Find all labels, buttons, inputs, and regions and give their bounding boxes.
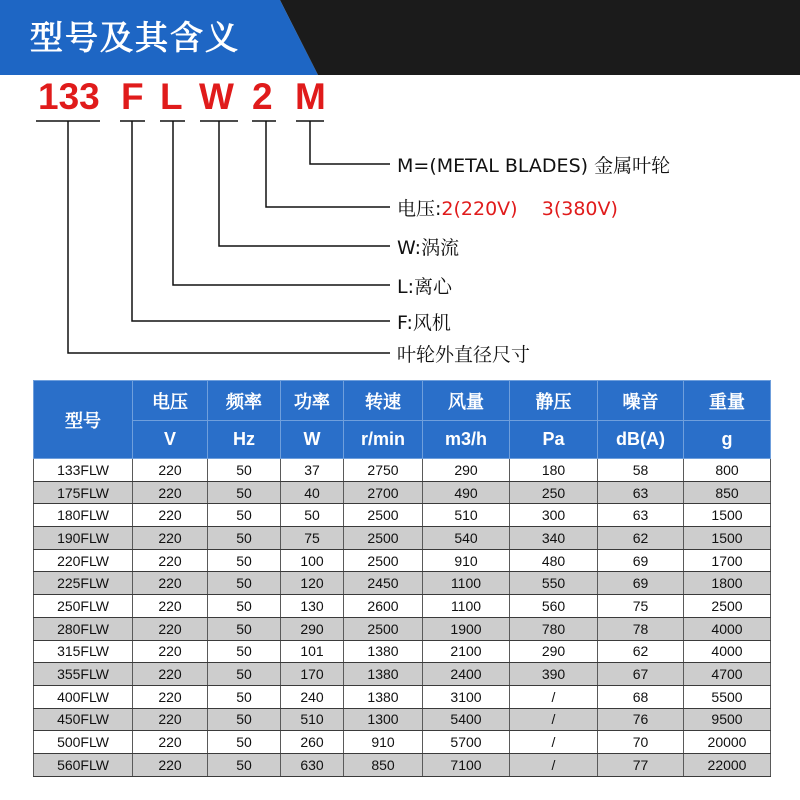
table-cell: 4000 [684, 640, 771, 663]
table-cell: 170 [281, 663, 344, 686]
header-noise: 噪音 [598, 381, 684, 421]
table-cell: 78 [598, 617, 684, 640]
table-cell: 63 [598, 504, 684, 527]
table-cell: 40 [281, 481, 344, 504]
table-cell: 2500 [344, 617, 423, 640]
table-cell: 101 [281, 640, 344, 663]
table-cell: 250FLW [34, 595, 133, 618]
code-vortex: W [199, 76, 234, 117]
table-cell: 50 [208, 595, 281, 618]
table-cell: 50 [208, 459, 281, 482]
leader-metal [310, 121, 390, 164]
table-cell: 220FLW [34, 549, 133, 572]
table-cell: 190FLW [34, 527, 133, 550]
table-cell: 1300 [344, 708, 423, 731]
table-cell: / [510, 753, 598, 776]
code-fan: F [121, 76, 144, 117]
table-cell: 220 [133, 640, 208, 663]
table-cell: 63 [598, 481, 684, 504]
table-cell: 480 [510, 549, 598, 572]
table-cell: 180FLW [34, 504, 133, 527]
table-cell: 50 [208, 549, 281, 572]
table-cell: 1100 [423, 595, 510, 618]
code-voltage: 2 [252, 76, 273, 117]
unit-airflow: m3/h [423, 421, 510, 459]
leader-vortex [219, 121, 390, 246]
table-cell: 77 [598, 753, 684, 776]
code-metal: M [295, 76, 326, 117]
table-cell: 120 [281, 572, 344, 595]
table-cell: 220 [133, 504, 208, 527]
table-cell: 220 [133, 481, 208, 504]
table-row [34, 481, 771, 504]
table-cell: 250 [510, 481, 598, 504]
unit-speed: r/min [344, 421, 423, 459]
table-cell: 220 [133, 595, 208, 618]
table-row [34, 595, 771, 618]
table-row [34, 549, 771, 572]
table-cell: 175FLW [34, 481, 133, 504]
table-cell: 560FLW [34, 753, 133, 776]
table-cell: 70 [598, 731, 684, 754]
table-cell: 4700 [684, 663, 771, 686]
table-cell: 76 [598, 708, 684, 731]
table-cell: 355FLW [34, 663, 133, 686]
unit-noise: dB(A) [598, 421, 684, 459]
header-static-pressure: 静压 [510, 381, 598, 421]
table-cell: 550 [510, 572, 598, 595]
table-cell: 290 [510, 640, 598, 663]
unit-voltage: V [133, 421, 208, 459]
table-cell: 75 [281, 527, 344, 550]
table-cell: 540 [423, 527, 510, 550]
table-cell: 1900 [423, 617, 510, 640]
table-cell: 130 [281, 595, 344, 618]
table-row [34, 640, 771, 663]
spec-table [33, 380, 771, 777]
table-cell: 225FLW [34, 572, 133, 595]
table-cell: 290 [423, 459, 510, 482]
table-cell: / [510, 708, 598, 731]
header-voltage: 电压 [133, 381, 208, 421]
leader-centrifugal [173, 121, 390, 285]
table-row [34, 617, 771, 640]
table-cell: 50 [208, 640, 281, 663]
table-cell: 280FLW [34, 617, 133, 640]
table-cell: 2500 [344, 504, 423, 527]
table-cell: 1700 [684, 549, 771, 572]
unit-static-pressure: Pa [510, 421, 598, 459]
table-cell: 1380 [344, 685, 423, 708]
spec-table-body [34, 459, 771, 777]
table-cell: 22000 [684, 753, 771, 776]
table-cell: 800 [684, 459, 771, 482]
table-row [34, 459, 771, 482]
table-cell: 220 [133, 527, 208, 550]
table-cell: 68 [598, 685, 684, 708]
table-cell: 510 [423, 504, 510, 527]
table-cell: 850 [684, 481, 771, 504]
table-cell: 2400 [423, 663, 510, 686]
table-row [34, 753, 771, 776]
table-cell: 50 [208, 685, 281, 708]
table-cell: 560 [510, 595, 598, 618]
header-frequency: 频率 [208, 381, 281, 421]
table-cell: 220 [133, 731, 208, 754]
table-cell: 910 [344, 731, 423, 754]
table-cell: / [510, 685, 598, 708]
table-cell: 5700 [423, 731, 510, 754]
table-cell: 390 [510, 663, 598, 686]
table-cell: 2500 [684, 595, 771, 618]
table-cell: 340 [510, 527, 598, 550]
leader-size [68, 121, 390, 353]
legend-voltage-options: 2(220V) 3(380V) [441, 198, 618, 220]
legend-voltage [397, 194, 618, 221]
table-cell: 1800 [684, 572, 771, 595]
table-cell: 50 [208, 504, 281, 527]
table-cell: 450FLW [34, 708, 133, 731]
table-cell: 630 [281, 753, 344, 776]
table-cell: 3100 [423, 685, 510, 708]
table-cell: 400FLW [34, 685, 133, 708]
table-cell: 100 [281, 549, 344, 572]
table-cell: 780 [510, 617, 598, 640]
table-cell: 500FLW [34, 731, 133, 754]
table-cell: 50 [208, 617, 281, 640]
table-cell: 2700 [344, 481, 423, 504]
table-cell: 50 [208, 731, 281, 754]
table-cell: 2500 [344, 549, 423, 572]
table-cell: 220 [133, 459, 208, 482]
table-row [34, 731, 771, 754]
table-row [34, 504, 771, 527]
legend-vortex: W:涡流 [397, 237, 460, 259]
table-cell: 7100 [423, 753, 510, 776]
unit-weight: g [684, 421, 771, 459]
table-cell: 220 [133, 617, 208, 640]
table-row [34, 708, 771, 731]
leader-fan [132, 121, 390, 321]
table-cell: 220 [133, 549, 208, 572]
table-cell: 69 [598, 549, 684, 572]
code-size: 133 [38, 76, 100, 117]
table-cell: 2500 [344, 527, 423, 550]
header-model: 型号 [34, 381, 133, 459]
table-cell: 37 [281, 459, 344, 482]
table-cell: 4000 [684, 617, 771, 640]
table-cell: 50 [208, 572, 281, 595]
table-row [34, 685, 771, 708]
unit-frequency: Hz [208, 421, 281, 459]
table-cell: 50 [208, 663, 281, 686]
table-cell: 1380 [344, 640, 423, 663]
table-cell: 50 [208, 527, 281, 550]
table-cell: 5500 [684, 685, 771, 708]
table-cell: 490 [423, 481, 510, 504]
table-cell: 62 [598, 527, 684, 550]
table-cell: 220 [133, 708, 208, 731]
table-cell: 1100 [423, 572, 510, 595]
table-cell: 5400 [423, 708, 510, 731]
table-cell: 67 [598, 663, 684, 686]
table-cell: 910 [423, 549, 510, 572]
table-cell: 300 [510, 504, 598, 527]
table-cell: 1500 [684, 527, 771, 550]
table-cell: 220 [133, 663, 208, 686]
legend-centrifugal: L:离心 [397, 276, 452, 298]
table-cell: / [510, 731, 598, 754]
table-cell: 133FLW [34, 459, 133, 482]
table-cell: 240 [281, 685, 344, 708]
table-cell: 1380 [344, 663, 423, 686]
table-cell: 2600 [344, 595, 423, 618]
header-airflow: 风量 [423, 381, 510, 421]
table-cell: 220 [133, 753, 208, 776]
table-cell: 2750 [344, 459, 423, 482]
table-cell: 9500 [684, 708, 771, 731]
table-cell: 260 [281, 731, 344, 754]
header-speed: 转速 [344, 381, 423, 421]
unit-power: W [281, 421, 344, 459]
table-cell: 220 [133, 685, 208, 708]
table-cell: 69 [598, 572, 684, 595]
table-cell: 75 [598, 595, 684, 618]
table-cell: 220 [133, 572, 208, 595]
table-cell: 62 [598, 640, 684, 663]
legend-metal: M=(METAL BLADES) 金属叶轮 [397, 155, 671, 177]
table-cell: 510 [281, 708, 344, 731]
table-cell: 180 [510, 459, 598, 482]
table-cell: 290 [281, 617, 344, 640]
table-row [34, 663, 771, 686]
table-row [34, 527, 771, 550]
table-cell: 50 [208, 481, 281, 504]
code-centrifugal: L [160, 76, 183, 117]
legend-voltage-label: 电压: [397, 198, 442, 220]
header-power: 功率 [281, 381, 344, 421]
table-cell: 2100 [423, 640, 510, 663]
table-cell: 315FLW [34, 640, 133, 663]
table-cell: 58 [598, 459, 684, 482]
table-cell: 2450 [344, 572, 423, 595]
legend-impeller-size: 叶轮外直径尺寸 [397, 344, 531, 366]
table-cell: 50 [208, 708, 281, 731]
table-cell: 20000 [684, 731, 771, 754]
table-cell: 1500 [684, 504, 771, 527]
table-cell: 850 [344, 753, 423, 776]
legend-fan: F:风机 [397, 312, 451, 334]
table-cell: 50 [281, 504, 344, 527]
table-cell: 50 [208, 753, 281, 776]
header-weight: 重量 [684, 381, 771, 421]
section-title: 型号及其含义 [30, 18, 240, 57]
table-row [34, 572, 771, 595]
